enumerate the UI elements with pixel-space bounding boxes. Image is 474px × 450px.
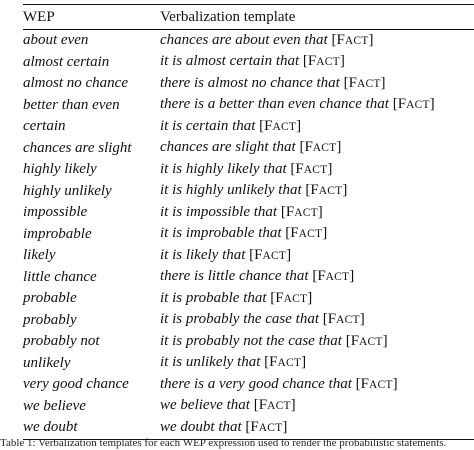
template-cell bbox=[160, 288, 474, 311]
wep-table bbox=[23, 0, 474, 440]
wep-cell: highly unlikely bbox=[23, 182, 112, 199]
fact-initial: F bbox=[250, 418, 259, 435]
fact-open-bracket: [ bbox=[249, 246, 255, 263]
fact-close-bracket: ] bbox=[301, 354, 307, 370]
table-body bbox=[23, 30, 474, 439]
wep-cell: almost certain bbox=[23, 53, 110, 70]
wep-cell: likely bbox=[23, 247, 56, 263]
wep-cell: certain bbox=[23, 118, 66, 134]
template-cell bbox=[160, 30, 474, 53]
fact-close-bracket: ] bbox=[282, 418, 288, 435]
fact-placeholder bbox=[254, 397, 296, 413]
wep-cell: probably bbox=[23, 311, 77, 328]
fact-placeholder bbox=[264, 354, 306, 370]
header-template: Verbalization template bbox=[160, 9, 296, 25]
fact-close-bracket: ] bbox=[392, 375, 398, 392]
fact-open-bracket: [ bbox=[259, 117, 265, 134]
fact-initial: F bbox=[290, 225, 299, 241]
fact-smallcaps: ACT bbox=[336, 314, 360, 326]
fact-initial: F bbox=[397, 96, 407, 112]
template-cell bbox=[160, 116, 474, 139]
fact-close-bracket: ] bbox=[359, 311, 365, 327]
template-text: it is probable that bbox=[160, 289, 267, 306]
template-text: chances are slight that bbox=[160, 139, 296, 155]
fact-initial: F bbox=[327, 311, 337, 327]
table-row bbox=[23, 374, 474, 396]
template-text: we believe that bbox=[160, 397, 250, 413]
fact-placeholder bbox=[285, 225, 327, 241]
fact-smallcaps: ACT bbox=[294, 206, 318, 219]
wep-cell: about even bbox=[23, 32, 89, 48]
template-cell bbox=[160, 159, 474, 182]
template-text: there is little chance that bbox=[160, 268, 309, 284]
wep-cell: probable bbox=[23, 290, 77, 306]
table-row bbox=[23, 245, 474, 267]
fact-placeholder bbox=[259, 118, 301, 134]
wep-cell: probably not bbox=[23, 333, 100, 349]
fact-smallcaps: ACT bbox=[368, 378, 393, 391]
template-cell bbox=[160, 73, 474, 96]
wep-cell: highly likely bbox=[23, 161, 97, 177]
fact-placeholder bbox=[346, 333, 388, 349]
fact-close-bracket: ] bbox=[429, 96, 435, 112]
fact-initial: F bbox=[285, 203, 295, 220]
fact-placeholder bbox=[312, 268, 354, 284]
template-text: it is certain that bbox=[160, 117, 256, 134]
fact-smallcaps: ACT bbox=[318, 185, 343, 197]
fact-initial: F bbox=[310, 182, 319, 198]
template-text: it is improbable that bbox=[160, 225, 282, 241]
template-text: it is probably not the case that bbox=[160, 332, 342, 349]
template-text: it is almost certain that bbox=[160, 53, 300, 69]
table-row bbox=[23, 310, 474, 332]
fact-placeholder bbox=[323, 311, 365, 327]
template-cell bbox=[160, 331, 474, 354]
wep-cell: chances are slight bbox=[23, 139, 132, 156]
template-text: it is unlikely that bbox=[160, 354, 261, 370]
template-cell bbox=[160, 202, 474, 225]
table-row bbox=[23, 138, 474, 160]
fact-placeholder bbox=[299, 139, 341, 155]
wep-cell: improbable bbox=[23, 225, 92, 242]
table-row bbox=[23, 224, 474, 246]
fact-open-bracket: [ bbox=[280, 203, 286, 220]
fact-placeholder bbox=[305, 182, 347, 198]
fact-smallcaps: ACT bbox=[356, 77, 381, 90]
fact-smallcaps: ACT bbox=[267, 400, 291, 412]
wep-cell: better than even bbox=[23, 96, 120, 113]
template-text: it is highly unlikely that bbox=[160, 182, 302, 198]
table-row bbox=[23, 353, 474, 375]
fact-initial: F bbox=[264, 117, 273, 134]
template-cell bbox=[160, 245, 474, 268]
fact-smallcaps: ACT bbox=[262, 249, 287, 262]
fact-initial: F bbox=[295, 160, 304, 177]
table-row bbox=[23, 331, 474, 353]
fact-smallcaps: ACT bbox=[298, 228, 323, 240]
fact-placeholder bbox=[281, 204, 323, 220]
template-cell bbox=[160, 395, 474, 418]
fact-close-bracket: ] bbox=[327, 160, 333, 177]
template-cell bbox=[160, 352, 474, 375]
table-row bbox=[23, 52, 474, 74]
template-text: it is likely that bbox=[160, 246, 246, 263]
fact-placeholder bbox=[393, 96, 435, 112]
fact-placeholder bbox=[344, 75, 386, 91]
table-row bbox=[23, 396, 474, 418]
fact-close-bracket: ] bbox=[307, 289, 313, 306]
fact-open-bracket: [ bbox=[331, 31, 337, 48]
fact-smallcaps: ACT bbox=[316, 56, 340, 68]
table-row bbox=[23, 267, 474, 289]
fact-initial: F bbox=[348, 74, 357, 91]
fact-placeholder bbox=[290, 161, 332, 177]
template-text: there is a better than even chance that bbox=[160, 96, 389, 112]
fact-smallcaps: ACT bbox=[303, 163, 328, 176]
table-caption: Table 1: Verbalization templates for each WEP expression used to render the probabilistic statements. bbox=[0, 437, 447, 449]
template-text: it is highly likely that bbox=[160, 160, 287, 177]
wep-cell: impossible bbox=[23, 204, 88, 220]
fact-open-bracket: [ bbox=[305, 182, 311, 198]
fact-initial: F bbox=[360, 375, 369, 392]
fact-initial: F bbox=[269, 354, 278, 370]
table-row bbox=[23, 95, 474, 117]
fact-close-bracket: ] bbox=[339, 53, 345, 69]
fact-open-bracket: [ bbox=[355, 375, 361, 392]
template-text: chances are about even that bbox=[160, 31, 328, 48]
fact-placeholder bbox=[356, 376, 398, 392]
fact-placeholder bbox=[303, 53, 345, 69]
fact-open-bracket: [ bbox=[285, 225, 291, 241]
fact-close-bracket: ] bbox=[296, 117, 302, 134]
fact-close-bracket: ] bbox=[336, 139, 342, 155]
fact-placeholder bbox=[245, 419, 287, 435]
fact-smallcaps: ACT bbox=[272, 120, 297, 133]
fact-placeholder bbox=[270, 290, 312, 306]
fact-close-bracket: ] bbox=[322, 225, 328, 241]
fact-smallcaps: ACT bbox=[406, 99, 430, 111]
fact-open-bracket: [ bbox=[322, 311, 328, 327]
fact-initial: F bbox=[254, 246, 263, 263]
template-cell bbox=[160, 94, 474, 117]
fact-open-bracket: [ bbox=[270, 289, 276, 306]
fact-open-bracket: [ bbox=[302, 53, 308, 69]
wep-cell: almost no chance bbox=[23, 75, 128, 91]
fact-close-bracket: ] bbox=[290, 397, 296, 413]
fact-initial: F bbox=[336, 31, 345, 48]
fact-initial: F bbox=[307, 53, 317, 69]
fact-smallcaps: ACT bbox=[312, 142, 337, 154]
fact-smallcaps: ACT bbox=[283, 292, 308, 305]
fact-open-bracket: [ bbox=[312, 268, 318, 284]
template-text: we doubt that bbox=[160, 418, 242, 435]
table-row bbox=[23, 30, 474, 52]
fact-initial: F bbox=[350, 332, 360, 349]
table-row bbox=[23, 202, 474, 224]
wep-cell: little chance bbox=[23, 268, 97, 285]
fact-close-bracket: ] bbox=[382, 332, 388, 349]
header-wep: WEP bbox=[23, 9, 55, 25]
fact-initial: F bbox=[317, 268, 326, 284]
fact-open-bracket: [ bbox=[253, 397, 259, 413]
template-cell bbox=[160, 309, 474, 332]
table-row bbox=[23, 288, 474, 310]
template-text: it is probably the case that bbox=[160, 311, 320, 327]
fact-smallcaps: ACT bbox=[325, 271, 350, 283]
fact-initial: F bbox=[304, 139, 313, 155]
fact-open-bracket: [ bbox=[264, 354, 270, 370]
fact-open-bracket: [ bbox=[299, 139, 305, 155]
table-header bbox=[23, 5, 474, 29]
fact-close-bracket: ] bbox=[342, 182, 348, 198]
fact-smallcaps: ACT bbox=[344, 34, 369, 47]
fact-open-bracket: [ bbox=[245, 418, 251, 435]
fact-initial: F bbox=[275, 289, 284, 306]
template-text: there is almost no chance that bbox=[160, 74, 340, 91]
fact-open-bracket: [ bbox=[290, 160, 296, 177]
fact-close-bracket: ] bbox=[349, 268, 355, 284]
fact-close-bracket: ] bbox=[368, 31, 374, 48]
fact-smallcaps: ACT bbox=[258, 421, 283, 434]
fact-open-bracket: [ bbox=[345, 332, 351, 349]
template-text: there is a very good chance that bbox=[160, 375, 352, 392]
table-row bbox=[23, 181, 474, 203]
template-cell bbox=[160, 266, 474, 289]
template-cell bbox=[160, 51, 474, 74]
template-cell bbox=[160, 180, 474, 203]
template-cell bbox=[160, 374, 474, 397]
wep-cell: very good chance bbox=[23, 376, 129, 392]
fact-placeholder bbox=[249, 247, 291, 263]
fact-smallcaps: ACT bbox=[359, 335, 383, 348]
fact-close-bracket: ] bbox=[317, 203, 323, 220]
wep-cell: we believe bbox=[23, 397, 86, 414]
table-row bbox=[23, 159, 474, 181]
wep-cell: we doubt bbox=[23, 419, 78, 435]
template-cell bbox=[160, 137, 474, 160]
fact-close-bracket: ] bbox=[380, 74, 386, 91]
fact-placeholder bbox=[331, 32, 373, 48]
fact-initial: F bbox=[258, 397, 268, 413]
table-row bbox=[23, 116, 474, 138]
fact-open-bracket: [ bbox=[392, 96, 398, 112]
fact-open-bracket: [ bbox=[343, 74, 349, 91]
template-text: it is impossible that bbox=[160, 203, 278, 220]
template-cell bbox=[160, 223, 474, 246]
fact-smallcaps: ACT bbox=[277, 357, 302, 369]
table-row bbox=[23, 73, 474, 95]
fact-close-bracket: ] bbox=[286, 246, 292, 263]
wep-cell: unlikely bbox=[23, 354, 71, 371]
